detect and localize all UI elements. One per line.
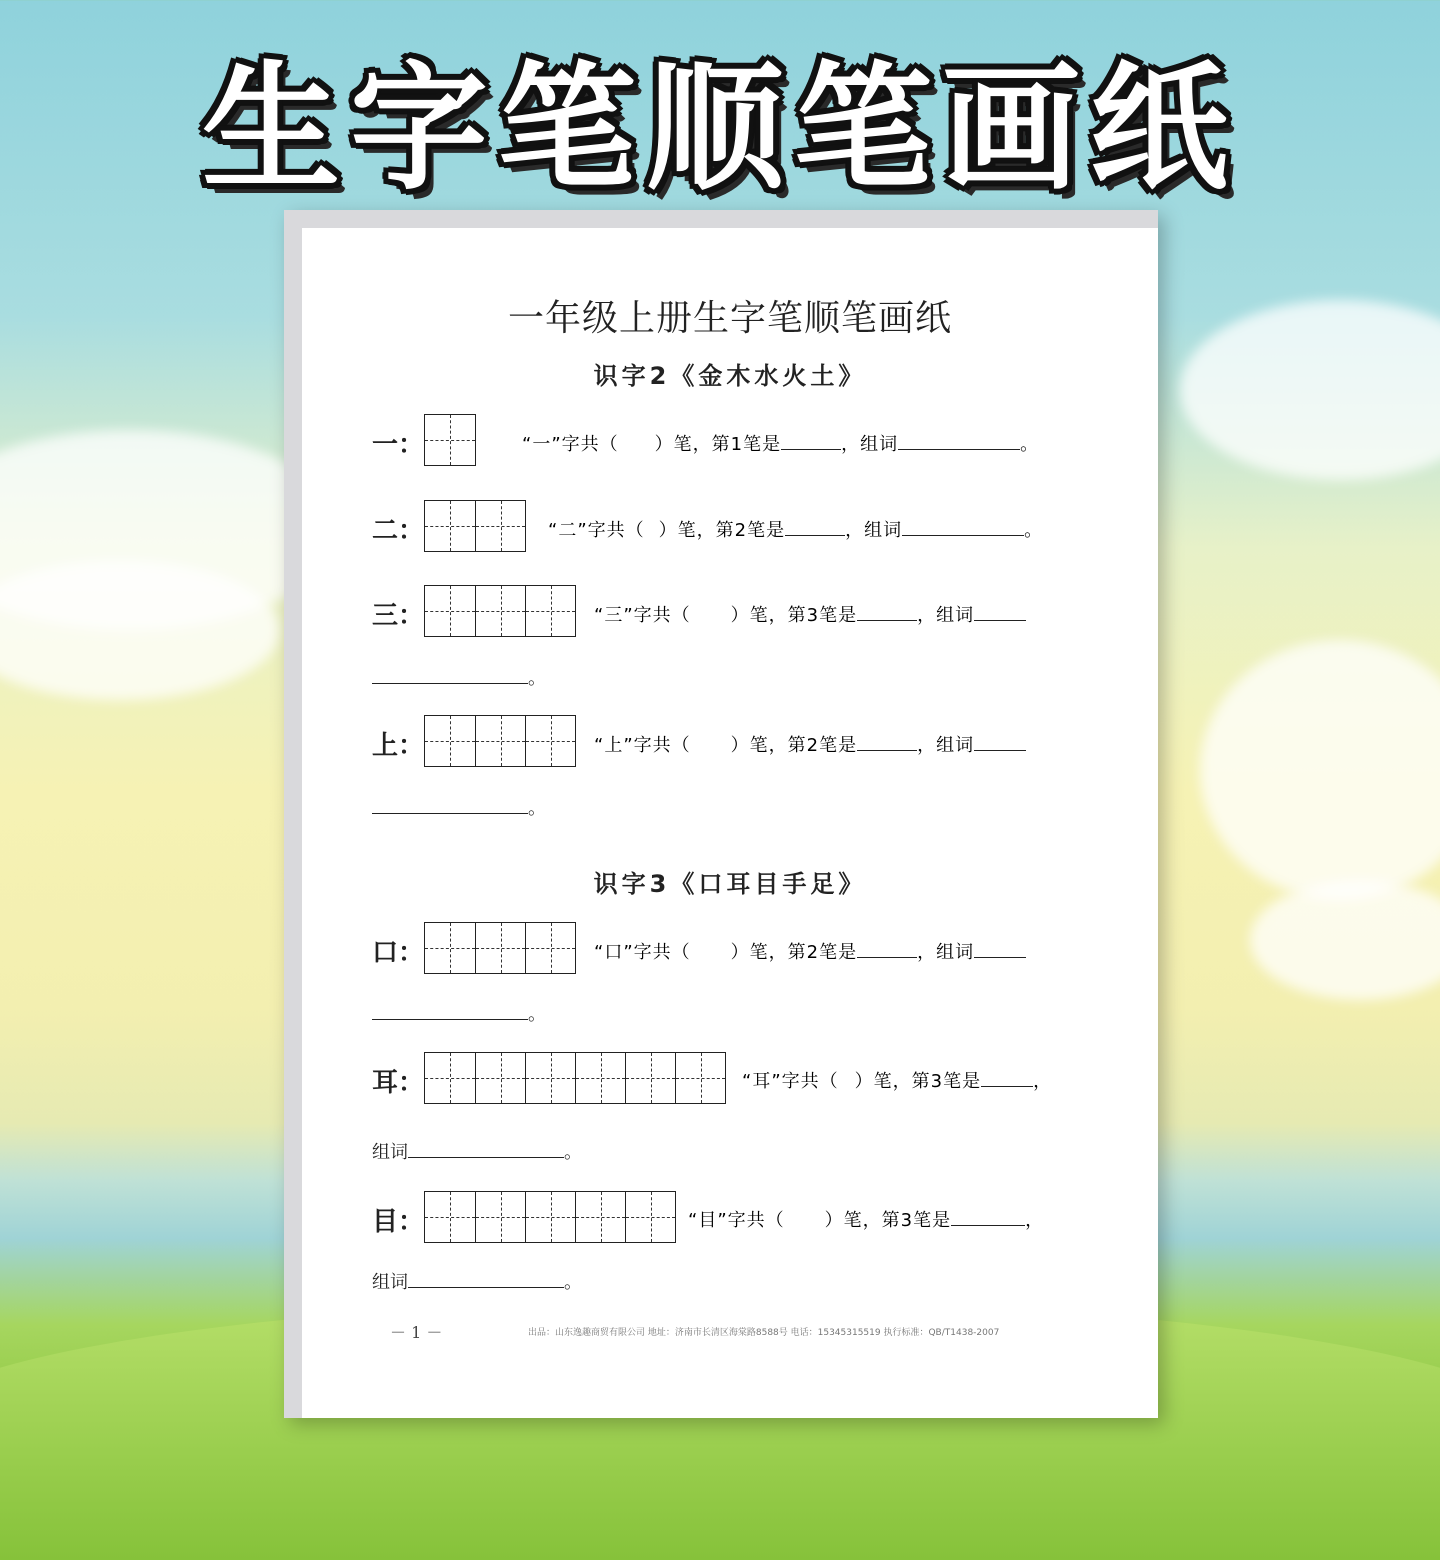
char-label: 上： [372,731,425,761]
answer-blank[interactable] [785,521,845,536]
publisher-info: 出品：山东逸趣商贸有限公司 地址：济南市长清区海棠路8588号 电话：15345315519 执行标准：QB/T1438-2007 [528,1328,1000,1338]
question-continuation: 组词 。 [372,1142,582,1163]
question-text: “一”字共（ ）笔，第1笔是 ，组词 。 [522,434,1040,455]
answer-blank[interactable] [781,435,841,450]
section-title-2: 识字3《口耳目手足》 [593,870,867,898]
worksheet-page [302,228,1158,1418]
writing-grid[interactable] [424,1191,676,1243]
question-continuation: 。 [372,664,546,690]
question-text: “目”字共（ ）笔，第3笔是 ， [688,1210,1045,1231]
answer-blank[interactable] [408,1273,564,1288]
answer-blank[interactable] [981,1072,1033,1087]
writing-grid[interactable] [424,922,576,974]
document-title: 一年级上册生字笔顺笔画纸 [507,298,952,339]
question-text: “三”字共（ ）笔，第3笔是 ，组词 [594,601,1026,627]
page-number: － 1 － [390,1323,443,1342]
writing-grid[interactable] [424,1052,726,1104]
question-continuation: 。 [372,1000,546,1026]
writing-grid[interactable] [424,414,476,466]
answer-blank[interactable] [408,1143,564,1158]
answer-blank[interactable] [372,1005,528,1020]
question-text: “二”字共（ ）笔，第2笔是 ，组词 。 [548,520,1044,541]
answer-blank[interactable] [902,521,1024,536]
writing-grid[interactable] [424,715,576,767]
answer-blank[interactable] [857,736,917,751]
char-label: 耳： [372,1068,425,1098]
writing-grid[interactable] [424,500,526,552]
question-text: “上”字共（ ）笔，第2笔是 ，组词 [594,731,1026,757]
answer-blank[interactable] [974,606,1026,621]
cloud-decoration [1180,300,1440,480]
cloud-decoration [1250,880,1440,1000]
cloud-decoration [1200,640,1440,900]
banner-title: 生字笔顺笔画纸 [201,48,1238,209]
answer-blank[interactable] [857,606,917,621]
question-continuation: 组词 。 [372,1272,582,1293]
char-label: 目： [372,1207,425,1237]
question-continuation: 。 [372,794,546,820]
answer-blank[interactable] [372,669,528,684]
answer-blank[interactable] [974,736,1026,751]
section-title-1: 识字2《金木水火土》 [593,362,867,390]
char-label: 二： [372,516,425,546]
char-label: 口： [372,938,425,968]
char-label: 三： [372,601,425,631]
answer-blank[interactable] [372,799,528,814]
answer-blank[interactable] [974,943,1026,958]
answer-blank[interactable] [951,1211,1025,1226]
answer-blank[interactable] [857,943,917,958]
answer-blank[interactable] [898,435,1020,450]
char-label: 一： [372,430,425,460]
writing-grid[interactable] [424,585,576,637]
question-text: “口”字共（ ）笔，第2笔是 ，组词 [594,938,1026,964]
question-text: “耳”字共（ ）笔，第3笔是 ， [742,1071,1053,1092]
